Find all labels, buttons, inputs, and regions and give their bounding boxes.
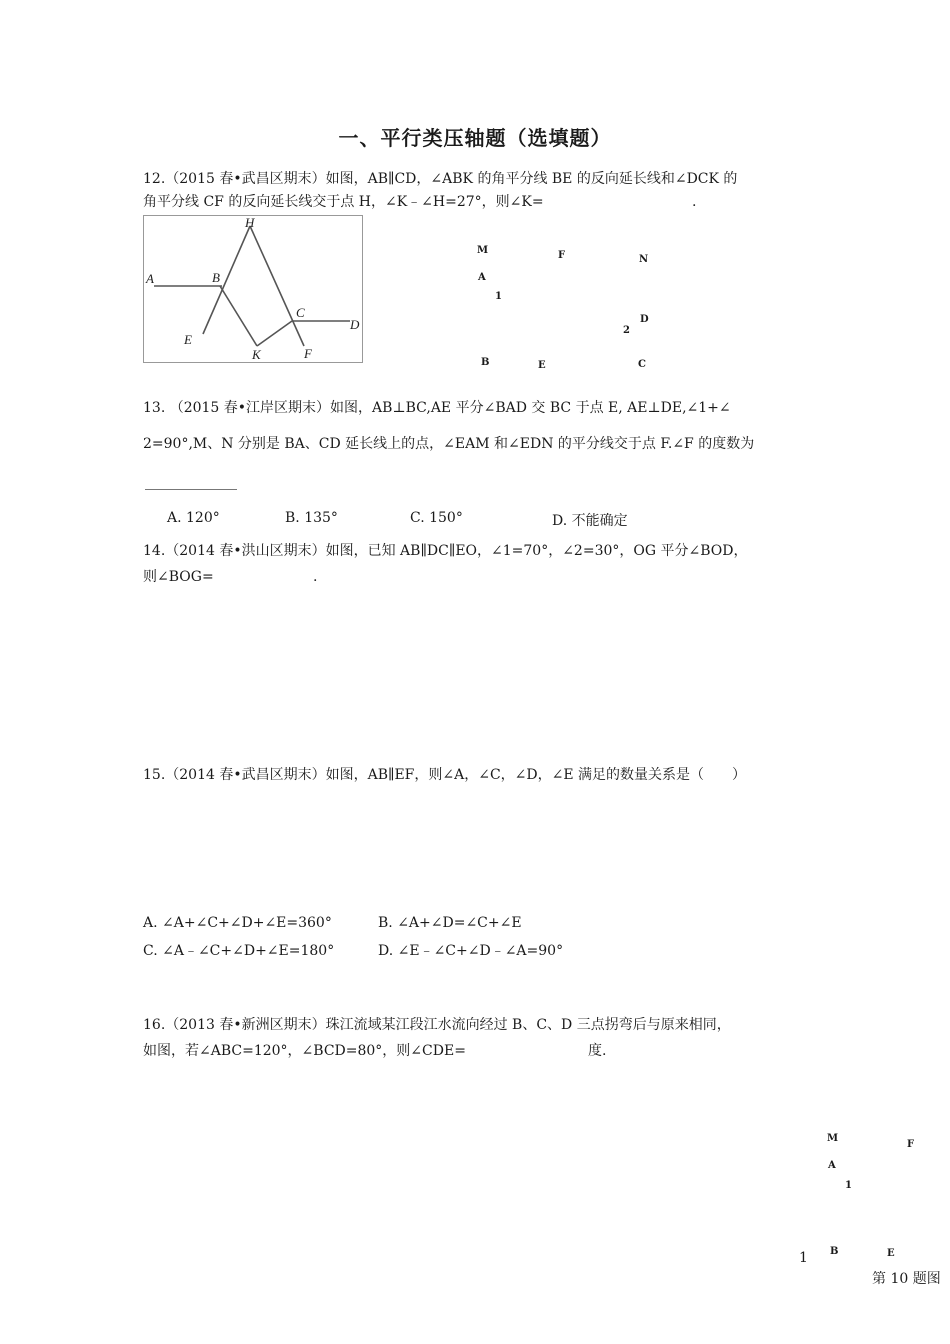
- q14-end: .: [313, 569, 318, 585]
- line-bk: [220, 286, 257, 346]
- line-kc: [257, 321, 292, 346]
- q12-line2: 角平分线 CF 的反向延长线交于点 H，∠K﹣∠H=27°，则∠K=: [143, 194, 544, 210]
- fig12-label-f: F: [304, 346, 312, 361]
- page-number: 1: [799, 1250, 808, 1266]
- fig12-label-d: D: [350, 317, 360, 332]
- q12-diagram: [144, 216, 362, 362]
- fig12-label-c: C: [296, 305, 305, 320]
- q13-line1: 13. （2015 春•江岸区期末）如图，AB⊥BC,AE 平分∠BAD 交 BC 于点 E, AE⊥DE,∠1+∠: [143, 400, 731, 416]
- q13-option-a: A. 120°: [167, 510, 220, 526]
- fig13-label-d: D: [640, 314, 649, 325]
- figure-caption: 第 10 题图: [872, 1271, 941, 1287]
- q15-option-c: C. ∠A﹣∠C+∠D+∠E=180°: [143, 943, 335, 959]
- fig13-label-1: 1: [495, 291, 502, 302]
- fig13-label-b: B: [481, 357, 490, 368]
- fig13-label-m: M: [477, 245, 489, 256]
- fig13-label-2: 2: [623, 325, 630, 336]
- fig12-label-b: B: [212, 270, 220, 285]
- fig12-label-h: H: [245, 216, 255, 230]
- figb-label-m: M: [827, 1133, 839, 1144]
- figb-label-1: 1: [845, 1180, 852, 1191]
- q12-line1: 12.（2015 春•武昌区期末）如图，AB∥CD，∠ABK 的角平分线 BE 的反向延长线和∠DCK 的: [143, 171, 738, 187]
- q15-option-a: A. ∠A+∠C+∠D+∠E=360°: [143, 915, 332, 931]
- fig13-label-a: A: [478, 272, 486, 283]
- q13-option-b: B. 135°: [285, 510, 338, 526]
- section-title: 一、平行类压轴题（选填题）: [338, 126, 612, 150]
- q14-line1: 14.（2014 春•洪山区期末）如图，已知 AB∥DC∥EO，∠1=70°，∠2=30°，OG 平分∠BOD，: [143, 543, 748, 559]
- q16-end: 度.: [588, 1043, 607, 1059]
- q12-end: .: [692, 194, 697, 210]
- q13-answer-blank: [145, 489, 237, 490]
- line-h-cf: [250, 226, 304, 346]
- q13-line2: 2=90°,M、N 分别是 BA、CD 延长线上的点，∠EAM 和∠EDN 的平分线交于点 F.∠F 的度数为: [143, 436, 755, 452]
- q13-option-d: D. 不能确定: [552, 513, 628, 529]
- line-be-h: [203, 226, 250, 334]
- fig13-label-e: E: [538, 360, 546, 371]
- figb-label-a: A: [828, 1160, 836, 1171]
- q14-line2: 则∠BOG=: [143, 569, 214, 585]
- fig12-label-k: K: [252, 347, 261, 362]
- figb-label-e: E: [887, 1248, 895, 1259]
- q12-figure: [143, 215, 363, 363]
- q15-line1: 15.（2014 春•武昌区期末）如图，AB∥EF，则∠A，∠C，∠D，∠E 满足的数量关系是（ ）: [143, 767, 747, 783]
- figb-label-b: B: [830, 1246, 839, 1257]
- figb-label-f: F: [907, 1139, 915, 1150]
- q15-option-d: D. ∠E﹣∠C+∠D﹣∠A=90°: [378, 943, 564, 959]
- q13-option-c: C. 150°: [410, 510, 463, 526]
- q16-line2: 如图，若∠ABC=120°，∠BCD=80°，则∠CDE=: [143, 1043, 466, 1059]
- fig13-label-c: C: [638, 359, 646, 370]
- q16-line1: 16.（2013 春•新洲区期末）珠江流域某江段江水流向经过 B、C、D 三点拐弯后与原来相同，: [143, 1017, 731, 1033]
- q15-option-b: B. ∠A+∠D=∠C+∠E: [378, 915, 522, 931]
- fig13-label-n: N: [639, 254, 649, 265]
- fig12-label-e: E: [184, 332, 192, 347]
- fig12-label-a: A: [146, 271, 154, 286]
- fig13-label-f: F: [558, 250, 566, 261]
